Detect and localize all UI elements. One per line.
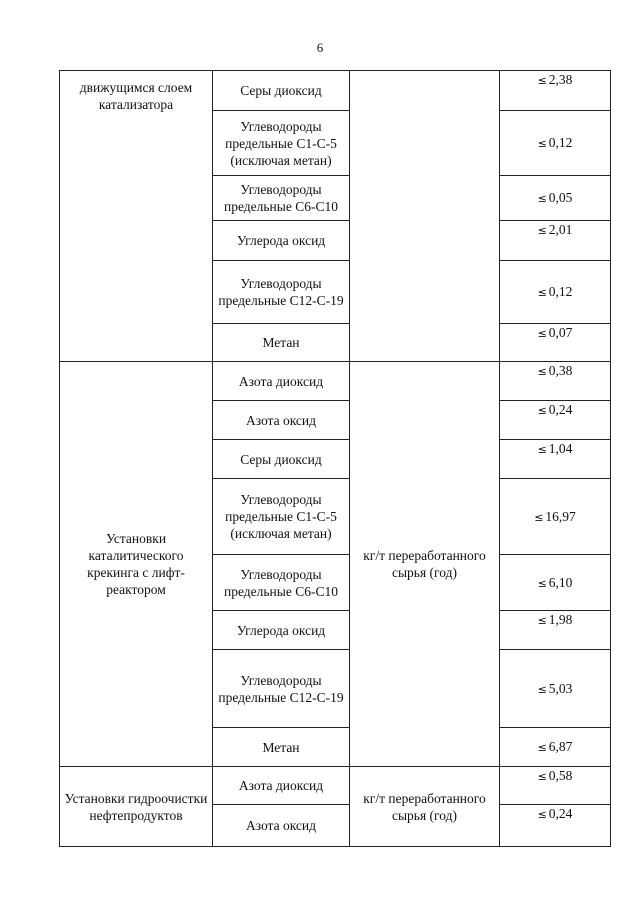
limit-cell [500,440,611,479]
substance-cell: Серы диоксид [213,71,350,111]
limit-value: 1,04 [548,441,573,456]
leq-symbol: ≤ [537,808,547,821]
leq-symbol: ≤ [537,74,547,87]
limit-cell [500,221,611,261]
substance-cell: Метан [213,324,350,362]
leq-symbol: ≤ [537,614,547,627]
substance-cell: Углерода оксид [213,221,350,261]
substance-cell: Углеводороды предельные С1-С-5 (исключая метан) [213,479,350,555]
limit-value: 1,98 [548,612,573,627]
leq-symbol: ≤ [537,327,547,340]
limit-value: 0,12 [548,284,573,299]
limit-cell [500,401,611,440]
limit-cell [500,261,611,324]
limit-cell [500,176,611,221]
limit-cell [500,111,611,176]
unit-type-cell: Установки гидроочистки нефтепродуктов [60,767,213,847]
limit-value: 0,58 [548,768,573,783]
table-row [60,71,611,111]
leq-symbol: ≤ [537,365,547,378]
limit-value: 0,24 [548,402,573,417]
substance-cell: Азота диоксид [213,767,350,805]
substance-cell: Метан [213,728,350,767]
table-row [60,362,611,401]
limit-value: 6,10 [548,574,573,590]
limit-cell [500,611,611,650]
leq-symbol: ≤ [537,192,547,205]
limit-cell [500,728,611,767]
limit-value: 0,07 [548,325,573,340]
unit-type-cell: Установки каталитического крекинга с лифт-реактором [60,362,213,767]
limit-cell [500,479,611,555]
substance-cell: Углерода оксид [213,611,350,650]
substance-cell: Углеводороды предельные С6-С10 [213,555,350,611]
limit-value: 2,38 [548,72,573,87]
limit-value: 0,38 [548,363,573,378]
substance-cell: Серы диоксид [213,440,350,479]
leq-symbol: ≤ [537,443,547,456]
limit-value: 0,24 [548,806,573,821]
limit-cell [500,71,611,111]
limit-cell [500,650,611,728]
limit-value: 5,03 [548,680,573,696]
limit-cell [500,767,611,805]
leq-symbol: ≤ [537,224,547,237]
measure-cell: кг/т переработанного сырья (год) [350,362,500,767]
leq-symbol: ≤ [537,404,547,417]
leq-symbol: ≤ [537,137,547,150]
limit-value: 2,01 [548,222,573,237]
measure-cell: кг/т переработанного сырья (год) [350,767,500,847]
substance-cell: Углеводороды предельные С12-С-19 [213,650,350,728]
substance-cell: Углеводороды предельные С12-С-19 [213,261,350,324]
leq-symbol: ≤ [537,576,547,590]
limit-cell [500,805,611,847]
measure-cell [350,71,500,362]
substance-cell: Углеводороды предельные С1-С-5 (исключая метан) [213,111,350,176]
leq-symbol: ≤ [534,510,544,524]
limit-cell [500,362,611,401]
unit-type-cell: движущимся слоем катализатора [60,71,213,362]
limit-value: 0,12 [548,135,573,150]
leq-symbol: ≤ [537,682,547,696]
leq-symbol: ≤ [537,286,547,299]
leq-symbol: ≤ [537,770,547,783]
substance-cell: Азота оксид [213,401,350,440]
substance-cell: Азота диоксид [213,362,350,401]
emissions-table [59,70,611,847]
table-row [60,767,611,805]
substance-cell: Углеводороды предельные С6-С10 [213,176,350,221]
limit-value: 6,87 [548,739,573,754]
page-number: 6 [316,40,324,55]
limit-cell [500,555,611,611]
substance-cell: Азота оксид [213,805,350,847]
limit-value: 0,05 [548,190,573,205]
limit-value: 16,97 [545,508,576,524]
limit-cell [500,324,611,362]
leq-symbol: ≤ [537,741,547,754]
